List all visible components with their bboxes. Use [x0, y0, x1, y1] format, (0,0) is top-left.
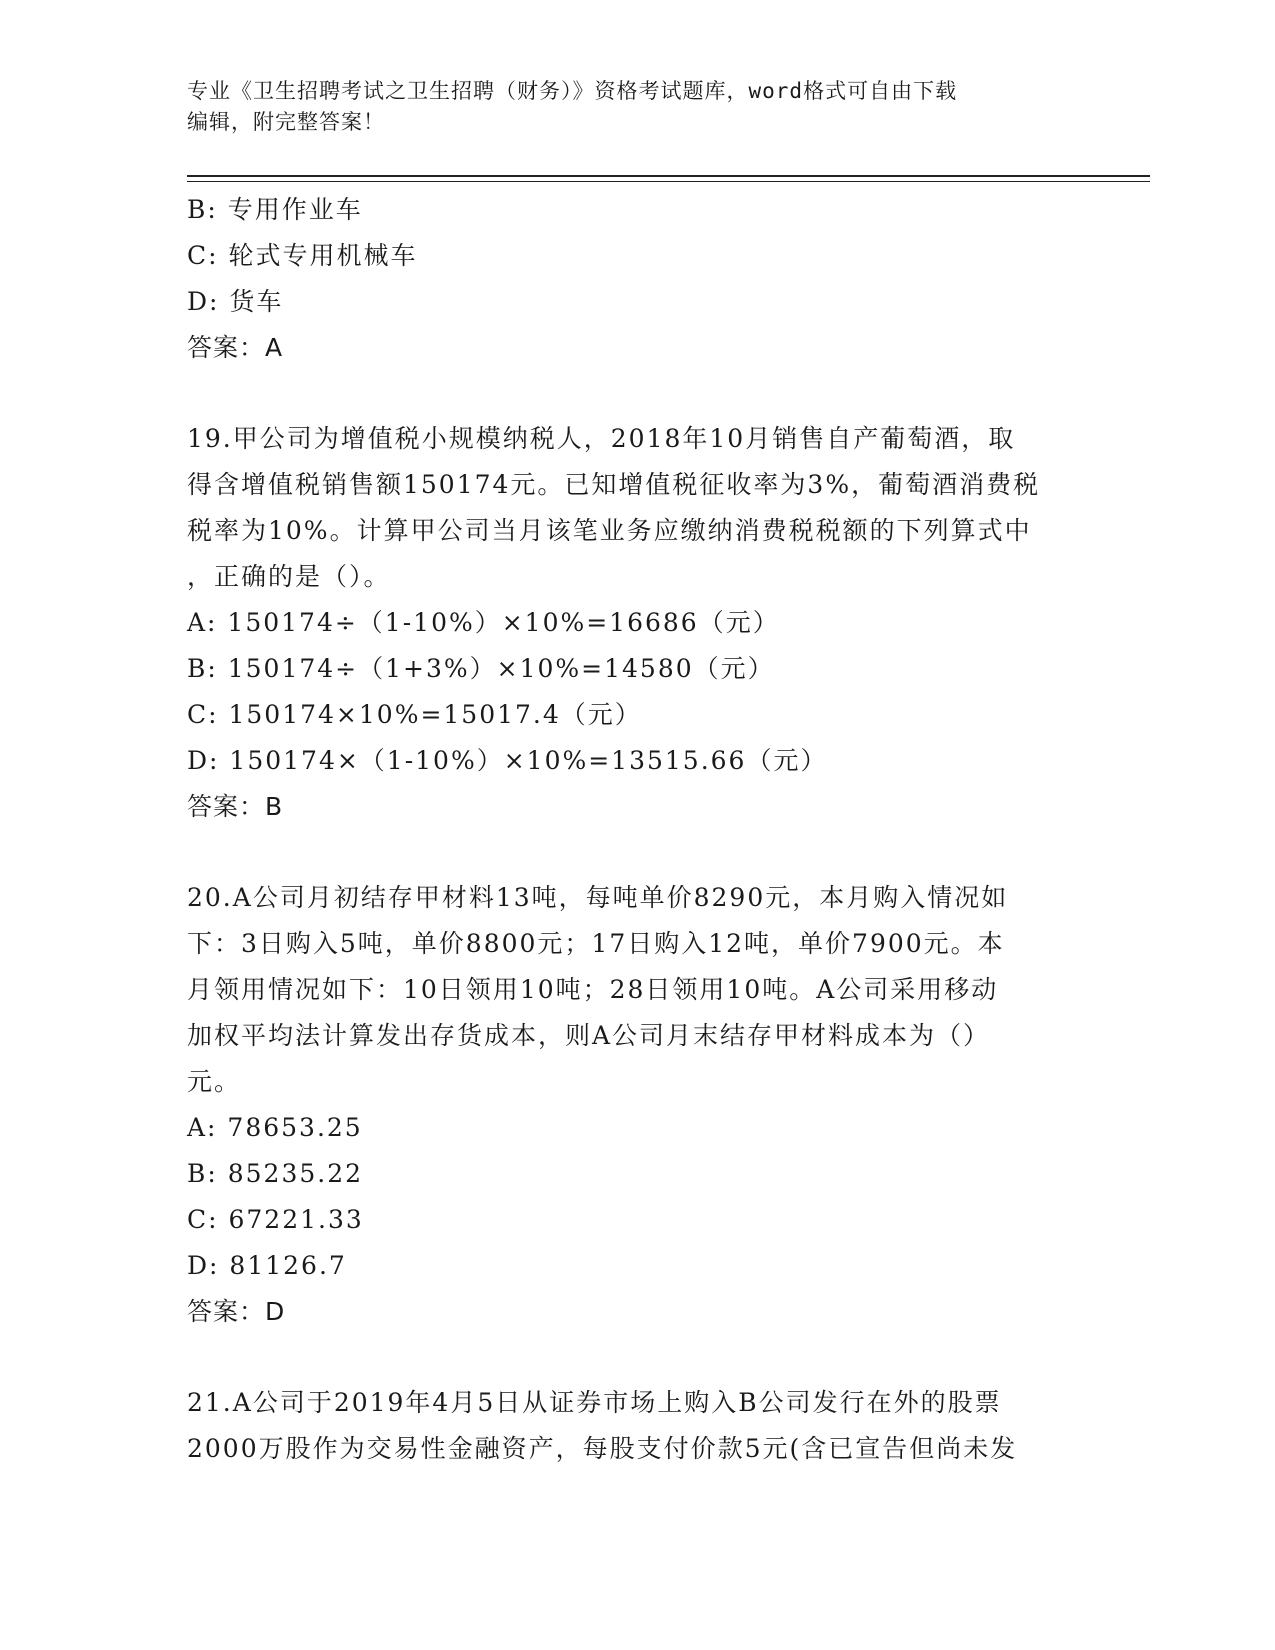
option-b: B: 专用作业车	[187, 195, 363, 224]
question-content	[187, 187, 1087, 1472]
option-c: C: 轮式专用机械车	[187, 241, 418, 270]
option-c: C: 67221.33	[187, 1205, 364, 1234]
document-header	[187, 76, 1077, 138]
answer-label: 答案：B	[187, 792, 284, 821]
question-stem-line: 21.A公司于2019年4月5日从证券市场上购入B公司发行在外的股票	[187, 1388, 1002, 1417]
option-d: D: 81126.7	[187, 1251, 347, 1280]
option-c: C: 150174×10%=15017.4（元）	[187, 700, 642, 729]
question-stem-line: 下：3日购入5吨，单价8800元；17日购入12吨，单价7900元。本	[187, 929, 1005, 958]
question-21	[187, 1380, 1087, 1472]
question-stem-line: 得含增值税销售额150174元。已知增值税征收率为3%，葡萄酒消费税	[187, 470, 1041, 499]
question-20	[187, 875, 1087, 1335]
question-stem-line: 2000万股作为交易性金融资产，每股支付价款5元(含已宣告但尚未发	[187, 1434, 1018, 1463]
spacer	[187, 371, 1087, 416]
option-a: A: 78653.25	[187, 1113, 363, 1142]
question-stem-line: ，正确的是（）。	[187, 562, 391, 591]
answer-label: 答案：D	[187, 1297, 286, 1326]
question-stem-line: 税率为10%。计算甲公司当月该笔业务应缴纳消费税税额的下列算式中	[187, 516, 1032, 545]
header-divider-thick	[187, 175, 1150, 177]
question-stem-line: 月领用情况如下：10日领用10吨；28日领用10吨。A公司采用移动	[187, 975, 999, 1004]
option-d: D: 150174×（1-10%）×10%=13515.66（元）	[187, 746, 828, 775]
question-stem-line: 加权平均法计算发出存货成本，则A公司月末结存甲材料成本为（）	[187, 1021, 991, 1050]
option-d: D: 货车	[187, 287, 284, 316]
spacer	[187, 1335, 1087, 1380]
question-18-tail	[187, 187, 1087, 371]
option-a: A: 150174÷（1-10%）×10%=16686（元）	[187, 608, 780, 637]
question-stem-line: 元。	[187, 1067, 242, 1096]
question-stem-line: 20.A公司月初结存甲材料13吨，每吨单价8290元，本月购入情况如	[187, 883, 1009, 912]
header-divider-thin	[187, 181, 1150, 182]
question-stem-line: 19.甲公司为增值税小规模纳税人，2018年10月销售自产葡萄酒，取	[187, 424, 1016, 453]
spacer	[187, 830, 1087, 875]
header-line-1: 专业《卫生招聘考试之卫生招聘（财务）》资格考试题库，word格式可自由下载	[187, 79, 958, 103]
answer-label: 答案：A	[187, 333, 284, 362]
question-19	[187, 416, 1087, 830]
option-b: B: 150174÷（1+3%）×10%=14580（元）	[187, 654, 775, 683]
option-b: B: 85235.22	[187, 1159, 364, 1188]
header-line-2: 编辑，附完整答案！	[187, 110, 385, 134]
